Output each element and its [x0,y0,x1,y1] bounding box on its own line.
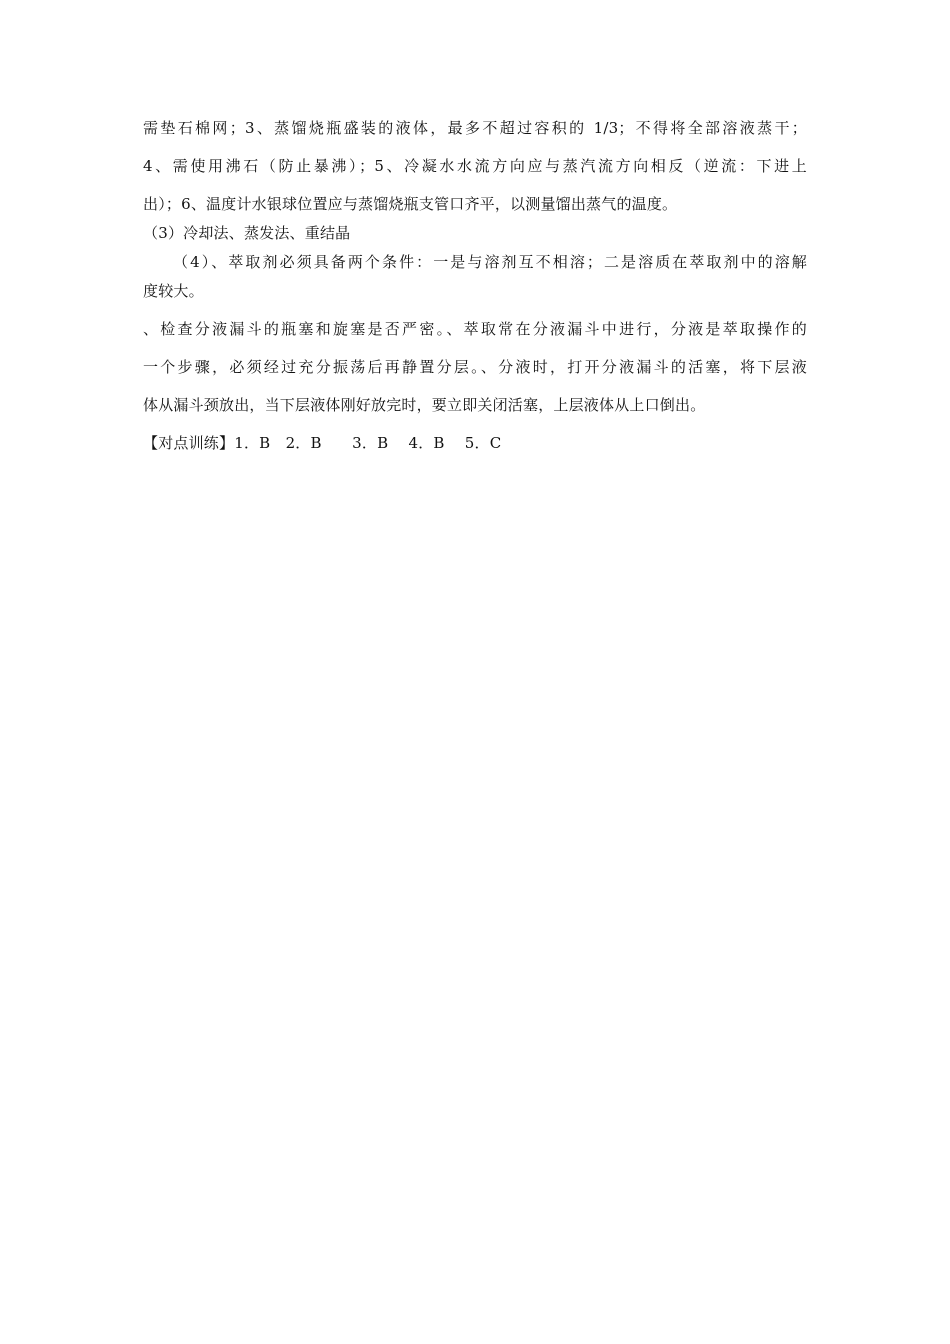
text-line-distillation-1: 需垫石棉网；3、蒸馏烧瓶盛装的液体，最多不超过容积的 1/3；不得将全部溶液蒸干； [143,119,807,137]
text-line-separatory-2: 一个步骤，必须经过充分振荡后再静置分层。、分液时，打开分液漏斗的活塞，将下层液 [143,358,807,376]
text-line-distillation-3: 出）；6、温度计水银球位置应与蒸馏烧瓶支管口齐平，以测量馏出蒸气的温度。 [143,195,678,213]
text-line-separatory-1: 、检查分液漏斗的瓶塞和旋塞是否严密。、萃取常在分液漏斗中进行，分液是萃取操作的 [143,320,807,338]
text-line-practice-answers: 【对点训练】1．B 2．B 3．B 4．B 5．C [143,434,502,452]
text-line-separatory-3: 体从漏斗颈放出，当下层液体刚好放完时，要立即关闭活塞，上层液体从上口倒出。 [143,396,706,414]
text-line-extraction-1: （4）、萃取剂必须具备两个条件：一是与溶剂互不相溶；二是溶质在萃取剂中的溶解 [173,253,807,271]
text-line-extraction-2: 度较大。 [143,282,204,300]
text-line-crystallization: （3）冷却法、蒸发法、重结晶 [143,224,351,242]
answer-text-block [143,118,807,453]
text-line-distillation-2: 4、需使用沸石（防止暴沸）；5、冷凝水水流方向应与蒸汽流方向相反（逆流：下进上 [143,157,807,175]
